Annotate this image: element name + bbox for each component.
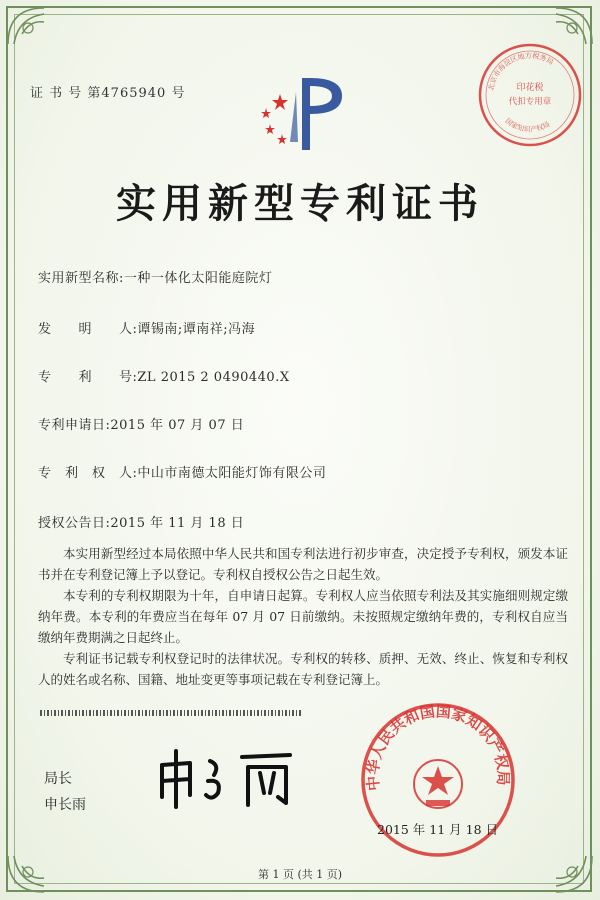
field-label: 实用新型名称: <box>38 271 124 286</box>
certificate-number-suffix: 号 <box>171 86 186 101</box>
field-label: 专 利 权 人: <box>38 466 138 481</box>
body-paragraph-3: 专利证书记载专利权登记时的法律状况。专利权的转移、质押、无效、终止、恢复和专利权人的姓名或名称、国籍、地址变更等事项记载在专利登记簿上。 <box>38 651 568 687</box>
certificate-body <box>38 543 568 690</box>
field-application-date <box>38 414 244 433</box>
certificate-number-value: 4765940 <box>101 86 167 101</box>
svg-text:中华人民共和国国家知识产权局: 中华人民共和国国家知识产权局 <box>363 702 513 792</box>
tax-stamp-seal <box>475 40 585 150</box>
field-patentee <box>38 462 326 481</box>
patent-office-logo <box>250 72 360 157</box>
field-value: 谭锡南;谭南祥;冯海 <box>137 322 256 337</box>
field-patent-number <box>38 366 290 385</box>
handwritten-signature <box>150 745 310 815</box>
field-label: 授权公告日: <box>38 516 111 531</box>
signatory-title: 局长 <box>44 771 72 787</box>
field-value: 2015 年 11 月 18 日 <box>110 516 245 531</box>
body-paragraph-2: 本专利的专利权期限为十年，自申请日起算。专利权人应当依照专利法及其实施细则规定缴纳年费。本专利的年费应当在每年 07 月 07 日前缴纳。未按照规定缴纳年费的，专利权自应当缴纳年费期满之日起终止。 <box>38 588 568 645</box>
issue-date: 2015 年 11 月 18 日 <box>377 822 498 837</box>
certificate-number-label: 证 书 号 第 <box>30 86 102 101</box>
certificate-title: 实用新型专利证书 <box>116 180 484 227</box>
corner-ornament-br <box>526 826 596 896</box>
field-inventor <box>38 318 255 337</box>
svg-text:国家知识产权局: 国家知识产权局 <box>503 116 552 134</box>
signatory-name: 申长雨 <box>44 797 86 813</box>
corner-ornament-bl <box>4 826 74 896</box>
field-value: ZL 2015 2 0490440.X <box>137 370 290 385</box>
field-value: 中山市南德太阳能灯饰有限公司 <box>137 466 327 481</box>
certificate-number <box>30 82 185 101</box>
field-label: 专利申请日: <box>38 418 111 433</box>
field-grant-date <box>38 512 244 531</box>
page-number: 第 1 页 (共 1 页) <box>257 868 343 881</box>
field-value: 2015 年 07 月 07 日 <box>110 418 245 433</box>
field-value: 一种一体化太阳能庭院灯 <box>123 271 273 286</box>
field-utility-name <box>38 267 272 286</box>
corner-ornament-tl <box>4 4 74 74</box>
svg-text:北京市海淀区地方税务局: 北京市海淀区地方税务局 <box>487 51 555 92</box>
field-label: 专 利 号: <box>38 370 138 385</box>
field-label: 发 明 人: <box>38 322 138 337</box>
svg-text:代扣专用章: 代扣专用章 <box>508 97 552 107</box>
svg-text:印花税: 印花税 <box>516 83 544 93</box>
barcode-strip <box>40 710 302 716</box>
body-paragraph-1: 本实用新型经过本局依照中华人民共和国专利法进行初步审查，决定授予专利权，颁发本证书并在专利登记簿上予以登记。专利权自授权公告之日起生效。 <box>38 546 568 582</box>
